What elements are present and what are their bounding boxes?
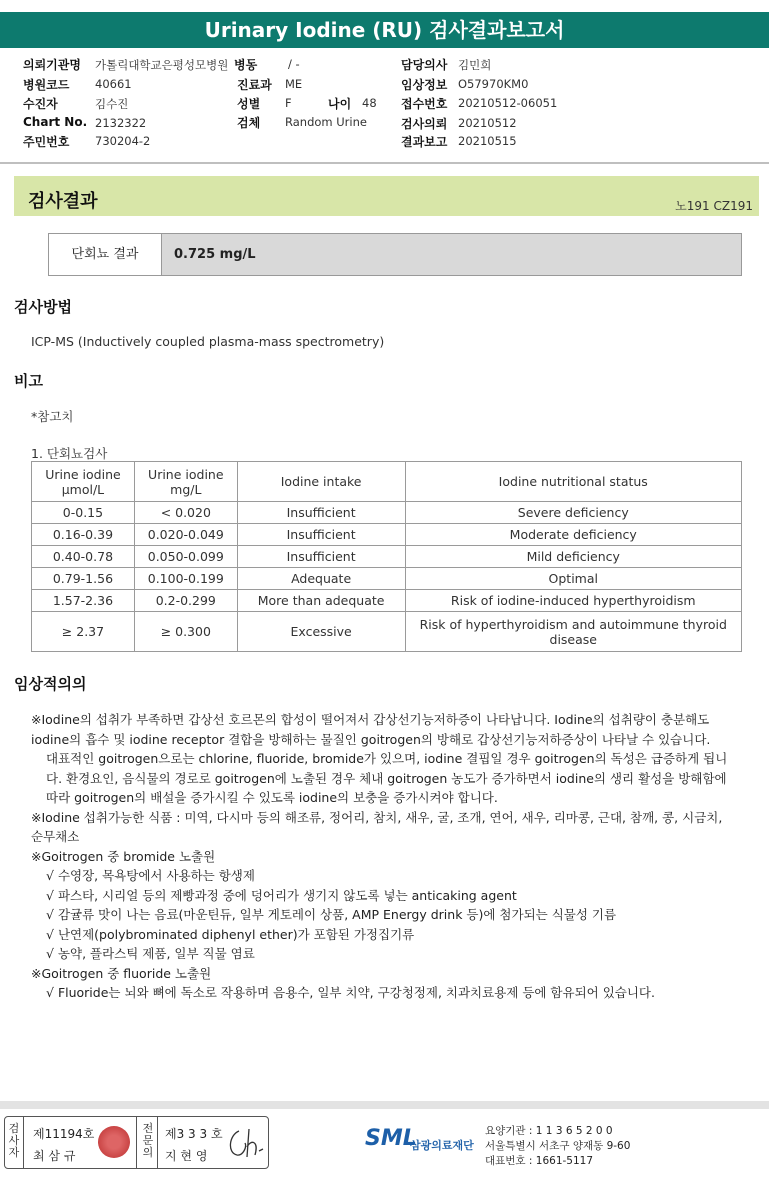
reference-table [31, 461, 742, 652]
significance-body [31, 710, 731, 1003]
expert-label: 전문의 [142, 1122, 154, 1159]
method-heading: 검사방법 [14, 298, 72, 316]
specimen-value: Random Urine [285, 115, 367, 129]
request-label: 검사의뢰 [401, 117, 448, 131]
chart-value: 2132322 [95, 116, 147, 130]
cell: Mild deficiency [405, 546, 741, 568]
cell: 0.79-1.56 [32, 568, 135, 590]
receipt-label: 접수번호 [401, 97, 448, 111]
cell: 0-0.15 [32, 502, 135, 524]
tester-label: 검사자 [8, 1122, 20, 1159]
expert-number: 제3 3 3 호 [165, 1127, 223, 1141]
cell: 0.40-0.78 [32, 546, 135, 568]
clinical-value: O57970KM0 [458, 77, 529, 91]
cell: Insufficient [237, 546, 405, 568]
sex-label: 성별 [237, 97, 261, 111]
result-value: 0.725 mg/L [162, 234, 741, 275]
specimen-label: 검체 [237, 116, 261, 130]
col-mg: Urine iodine mg/L [134, 462, 237, 502]
sex-value: F [285, 96, 292, 110]
reference-label: *참고치 [31, 409, 74, 424]
col-umol: Urine iodine μmol/L [32, 462, 135, 502]
cell: 0.020-0.049 [134, 524, 237, 546]
age-label: 나이 [328, 97, 352, 111]
age-value: 48 [362, 96, 377, 110]
receipt-value: 20210512-06051 [458, 96, 558, 110]
cell: ≥ 0.300 [134, 612, 237, 652]
cell: Risk of iodine-induced hyperthyroidism [405, 590, 741, 612]
patient-info [0, 52, 769, 164]
code-label: 병원코드 [23, 78, 70, 92]
paragraph: ※Iodine의 섭취가 부족하면 갑상선 호르몬의 합성이 떨어져서 갑상선기능저하증이 나타납니다. Iodine의 섭취량이 충분해도 iodine의 흡수 및 iodine receptor 결합을 방해하는 물질인 goitrogen의 방해로 갑상선기능저하증상이 나타날 수 있습니다. [31, 712, 711, 747]
org-address [485, 1124, 630, 1169]
id-value: 730204-2 [95, 134, 151, 148]
code-value: 40661 [95, 77, 132, 91]
divider [136, 1117, 137, 1168]
phone: 대표번호 : 1661-5117 [485, 1155, 594, 1167]
tester-number: 제11194호 [33, 1127, 95, 1141]
report-value: 20210515 [458, 134, 517, 148]
expert-name: 지 현 영 [165, 1149, 208, 1163]
dept-label: 진료과 [237, 78, 272, 92]
cell: Insufficient [237, 502, 405, 524]
doctor-label: 담당의사 [401, 58, 448, 72]
hospital-label: 의뢰기관명 [23, 58, 81, 72]
dept-value: ME [285, 77, 303, 91]
org-name: 삼광의료재단 [410, 1139, 474, 1152]
hospital-value: 가톨릭대학교은평성모병원 [95, 58, 229, 72]
paragraph: ※Iodine 섭취가능한 식품 : 미역, 다시마 등의 해조류, 정어리, 참치, 새우, 굴, 조개, 연어, 새우, 리마콩, 근대, 참깨, 콩, 시금치, 순무채소 [31, 809, 723, 844]
col-intake: Iodine intake [237, 462, 405, 502]
result-label: 단회뇨 결과 [49, 234, 162, 275]
table-row [32, 568, 742, 590]
doctor-value: 김민희 [458, 58, 492, 72]
paragraph: ※Goitrogen 중 fluoride 노출원 [31, 965, 212, 981]
logo-mark: SML [365, 1126, 417, 1151]
report-label: 결과보고 [401, 135, 448, 149]
cell: < 0.020 [134, 502, 237, 524]
cell: 0.050-0.099 [134, 546, 237, 568]
ward-value: / - [288, 57, 300, 71]
signature-box [4, 1116, 269, 1169]
divider [23, 1117, 24, 1168]
cell: Severe deficiency [405, 502, 741, 524]
cell: Moderate deficiency [405, 524, 741, 546]
table-row [32, 524, 742, 546]
report-title: Urinary Iodine (RU) 검사결과보고서 [0, 12, 769, 48]
cell: Risk of hyperthyroidism and autoimmune thyroid disease [405, 612, 741, 652]
bullet: √ 수영장, 목욕탕에서 사용하는 항생제 [46, 868, 255, 883]
cell: Insufficient [237, 524, 405, 546]
bullet: √ 감귤류 맛이 나는 음료(마운틴듀, 일부 게토레이 상품, AMP Energy drink 등)에 첨가되는 식물성 기름 [46, 907, 617, 922]
col-status: Iodine nutritional status [405, 462, 741, 502]
table-header-row [32, 462, 742, 502]
cell: ≥ 2.37 [32, 612, 135, 652]
chart-label: Chart No. [23, 115, 88, 129]
sml-logo [365, 1124, 485, 1164]
cell: Optimal [405, 568, 741, 590]
request-value: 20210512 [458, 116, 517, 130]
paragraph: 대표적인 goitrogen으로는 chlorine, fluoride, bromide가 있으며, iodine 결핍일 경우 goitrogen의 독성은 급증하게 됩니다. 환경요인, 음식물의 경로로 goitrogen에 노출된 경우 체내 goitrogen 농도가 증가하면서 iodine의 생리 활성을 방해함에 따라 goitrogen의 배설을 증가시킬 수 있도록 iodine의 보충을 증가시켜야 합니다. [46, 751, 728, 805]
patient-value: 김수진 [95, 97, 129, 111]
clinical-label: 임상정보 [401, 78, 448, 92]
cell: 0.2-0.299 [134, 590, 237, 612]
ward-label: 병동 [234, 58, 258, 72]
cell: Adequate [237, 568, 405, 590]
cell: 1.57-2.36 [32, 590, 135, 612]
result-header [14, 176, 759, 216]
institution-code: 요양기관 : 1 1 3 6 5 2 0 0 [485, 1125, 613, 1137]
table-row [32, 590, 742, 612]
bullet: √ Fluoride는 뇌와 뼈에 독소로 작용하며 음용수, 일부 치약, 구강청정제, 치과치료용제 등에 함유되어 있습니다. [46, 985, 655, 1000]
address: 서울특별시 서초구 양재동 9-60 [485, 1140, 631, 1152]
divider [157, 1117, 158, 1168]
patient-label: 수진자 [23, 97, 58, 111]
paragraph: ※Goitrogen 중 bromide 노출원 [31, 848, 216, 864]
bullet: √ 농약, 플라스틱 제품, 일부 직물 염료 [46, 946, 255, 961]
test-code: 노191 CZ191 [675, 199, 753, 213]
cell: Excessive [237, 612, 405, 652]
cell: 0.100-0.199 [134, 568, 237, 590]
table-row [32, 546, 742, 568]
cell: More than adequate [237, 590, 405, 612]
table-row [32, 612, 742, 652]
result-heading: 검사결과 [28, 191, 98, 212]
method-text: ICP-MS (Inductively coupled plasma-mass spectrometry) [31, 334, 385, 349]
bullet: √ 난연제(polybrominated diphenyl ether)가 포함된 가정집기류 [46, 926, 415, 942]
cell: 0.16-0.39 [32, 524, 135, 546]
result-box [48, 233, 742, 276]
id-label: 주민번호 [23, 135, 70, 149]
signature-mark [225, 1125, 265, 1161]
seal-stamp [98, 1126, 130, 1158]
tester-name: 최 삼 규 [33, 1149, 76, 1163]
remarks-heading: 비고 [14, 372, 43, 390]
bullet: √ 파스타, 시리얼 등의 제빵과정 중에 덩어리가 생기지 않도록 넣는 anticaking agent [46, 887, 517, 903]
footer-divider [0, 1101, 769, 1109]
table-title: 1. 단회뇨검사 [31, 446, 108, 461]
table-row [32, 502, 742, 524]
significance-heading: 임상적의의 [14, 675, 87, 693]
